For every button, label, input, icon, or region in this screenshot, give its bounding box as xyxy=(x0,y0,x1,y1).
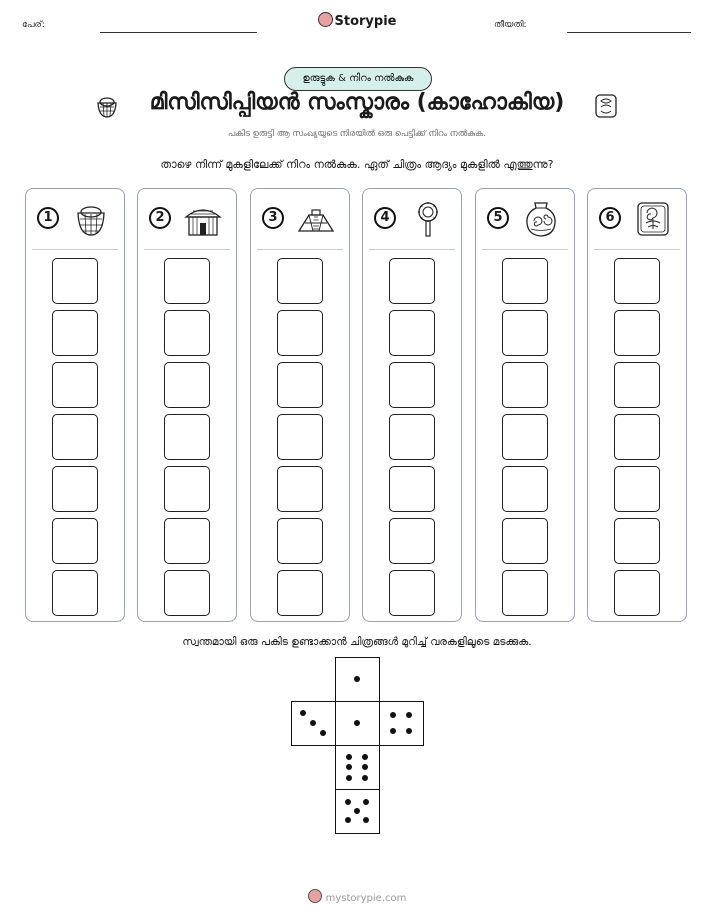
dice-pip xyxy=(320,730,326,736)
color-box[interactable] xyxy=(389,570,435,616)
dice-pip xyxy=(346,775,352,781)
color-box[interactable] xyxy=(277,258,323,304)
color-box[interactable] xyxy=(389,466,435,512)
footer: mystorypie.com xyxy=(0,889,714,904)
column-number: 2 xyxy=(149,207,171,229)
column-divider xyxy=(257,249,343,250)
color-box[interactable] xyxy=(614,310,660,356)
color-box[interactable] xyxy=(502,518,548,564)
color-box[interactable] xyxy=(614,518,660,564)
color-box[interactable] xyxy=(614,570,660,616)
color-box[interactable] xyxy=(277,570,323,616)
dice-face-4 xyxy=(379,701,424,746)
ceremonial-mace-icon xyxy=(409,201,447,237)
dice-pip xyxy=(406,728,412,734)
color-box[interactable] xyxy=(277,466,323,512)
dice-face-1 xyxy=(335,701,380,746)
color-box[interactable] xyxy=(52,362,98,408)
color-box[interactable] xyxy=(164,310,210,356)
color-box[interactable] xyxy=(164,570,210,616)
color-box[interactable] xyxy=(164,362,210,408)
basket-icon xyxy=(72,201,110,237)
dice-pip xyxy=(346,754,352,760)
column-divider xyxy=(32,249,118,250)
dice-instruction: സ്വന്തമായി ഒരു പകിട ഉണ്ടാക്കാൻ ചിത്രങ്ങൾ മുറിച്ച് വരകളിലൂടെ മടക്കുക. xyxy=(182,636,532,648)
spiral-pot-icon xyxy=(522,201,560,237)
color-box[interactable] xyxy=(389,362,435,408)
dice-pip xyxy=(390,712,396,718)
dice-face-5 xyxy=(335,789,380,834)
column-number: 1 xyxy=(37,207,59,229)
color-box[interactable] xyxy=(502,570,548,616)
name-line[interactable] xyxy=(100,32,257,33)
storypie-icon xyxy=(318,12,333,27)
color-box[interactable] xyxy=(502,258,548,304)
color-box[interactable] xyxy=(389,518,435,564)
column-number: 6 xyxy=(599,207,621,229)
dice-face-1 xyxy=(335,657,380,702)
dice-pip xyxy=(345,799,351,805)
color-box[interactable] xyxy=(614,258,660,304)
color-box[interactable] xyxy=(389,414,435,460)
engraved-tablet-icon xyxy=(634,201,672,237)
dice-pip xyxy=(354,808,360,814)
column-number: 4 xyxy=(374,207,396,229)
dice-pip xyxy=(300,710,306,716)
dice-face-3 xyxy=(291,701,336,746)
column-3 xyxy=(250,188,350,622)
column-1 xyxy=(25,188,125,622)
dice-pip xyxy=(346,764,352,770)
engraved-tablet-icon xyxy=(593,93,619,119)
color-box[interactable] xyxy=(164,258,210,304)
color-box[interactable] xyxy=(52,518,98,564)
color-box[interactable] xyxy=(614,466,660,512)
column-divider xyxy=(369,249,455,250)
column-5 xyxy=(475,188,575,622)
color-box[interactable] xyxy=(52,570,98,616)
dice-pip xyxy=(363,817,369,823)
column-2 xyxy=(137,188,237,622)
dice-pip xyxy=(363,799,369,805)
color-box[interactable] xyxy=(277,310,323,356)
color-box[interactable] xyxy=(164,466,210,512)
color-box[interactable] xyxy=(389,258,435,304)
date-line[interactable] xyxy=(567,32,691,33)
storypie-icon xyxy=(308,889,322,903)
color-box[interactable] xyxy=(277,414,323,460)
color-box[interactable] xyxy=(277,518,323,564)
color-box[interactable] xyxy=(502,414,548,460)
mound-pyramid-icon xyxy=(297,201,335,237)
color-box[interactable] xyxy=(614,362,660,408)
dice-pip xyxy=(362,764,368,770)
dice-pip xyxy=(345,817,351,823)
color-box[interactable] xyxy=(52,414,98,460)
color-box[interactable] xyxy=(389,310,435,356)
column-divider xyxy=(482,249,568,250)
instruction: താഴെ നിന്ന് മുകളിലേക്ക് നിറം നൽകുക. ഏത് ചിത്രം ആദ്യം മുകളിൽ എത്തുന്നു? xyxy=(160,158,554,171)
hut-icon xyxy=(184,201,222,237)
color-box[interactable] xyxy=(502,310,548,356)
column-number: 5 xyxy=(487,207,509,229)
column-number: 3 xyxy=(262,207,284,229)
dice-face-6 xyxy=(335,745,380,790)
column-divider xyxy=(594,249,680,250)
color-box[interactable] xyxy=(502,466,548,512)
dice-pip xyxy=(354,720,360,726)
color-box[interactable] xyxy=(502,362,548,408)
color-box[interactable] xyxy=(164,518,210,564)
dice-pip xyxy=(390,728,396,734)
dice-pip xyxy=(406,712,412,718)
column-6 xyxy=(587,188,687,622)
column-divider xyxy=(144,249,230,250)
color-box[interactable] xyxy=(52,310,98,356)
color-box[interactable] xyxy=(614,414,660,460)
color-box[interactable] xyxy=(277,362,323,408)
dice-pip xyxy=(362,775,368,781)
subtitle: പകിട ഉരുട്ടി ആ സംഖ്യയുടെ നിരയിൽ ഒരു പെട്ടിക്ക് നിറം നൽകുക. xyxy=(228,129,486,139)
color-box[interactable] xyxy=(164,414,210,460)
brand-logo: Storypie xyxy=(0,12,714,29)
activity-badge: ഉരുട്ടുക & നിറം നൽകുക xyxy=(284,67,432,91)
column-4 xyxy=(362,188,462,622)
name-label: പേര്: xyxy=(22,20,45,30)
dice-pip xyxy=(310,720,316,726)
dice-pip xyxy=(362,754,368,760)
dice-pip xyxy=(354,676,360,682)
date-label: തീയതി: xyxy=(494,20,527,30)
color-box[interactable] xyxy=(52,258,98,304)
page-title: മിസിസിപ്പിയൻ സംസ്കാരം (കാഹോകിയ) xyxy=(149,90,565,115)
color-box[interactable] xyxy=(52,466,98,512)
